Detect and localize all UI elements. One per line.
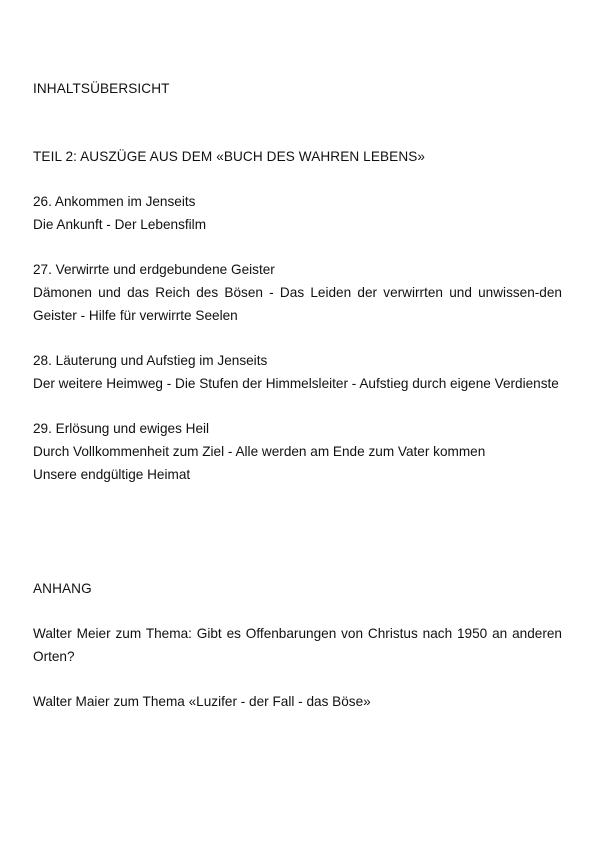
chapter-title: 26. Ankommen im Jenseits	[33, 194, 196, 209]
contents-heading: INHALTSÜBERSICHT	[33, 81, 170, 96]
chapter-entry	[33, 258, 562, 327]
part-heading: TEIL 2: AUSZÜGE AUS DEM «BUCH DES WAHREN LEBENS»	[33, 149, 426, 164]
appendix-item: Walter Meier zum Thema: Gibt es Offenbarungen von Christus nach 1950 an anderen Orten?	[33, 626, 562, 664]
spacer	[33, 395, 562, 417]
spacer	[33, 100, 562, 145]
spacer	[33, 236, 562, 258]
chapter-title: 27. Verwirrte und erdgebundene Geister	[33, 262, 275, 277]
chapter-description: Der weitere Heimweg - Die Stufen der Himmelsleiter - Aufstieg durch eigene Verdienste	[33, 376, 559, 391]
chapter-title: 29. Erlösung und ewiges Heil	[33, 421, 210, 436]
chapter-entry	[33, 417, 562, 486]
chapter-description-line: Durch Vollkommenheit zum Ziel - Alle werden am Ende zum Vater kommen	[33, 444, 486, 459]
spacer	[33, 600, 562, 622]
chapter-description-line: Unsere endgültige Heimat	[33, 467, 191, 482]
chapter-entry	[33, 349, 562, 395]
document-page	[33, 77, 562, 713]
appendix-heading: ANHANG	[33, 581, 92, 596]
chapter-title: 28. Läuterung und Aufstieg im Jenseits	[33, 353, 268, 368]
chapter-description: Dämonen und das Reich des Bösen - Das Leiden der verwirrten und unwissen-den Geister - Hilfe für verwirrte Seelen	[33, 285, 562, 323]
chapter-entry	[33, 190, 562, 236]
appendix-item: Walter Maier zum Thema «Luzifer - der Fall - das Böse»	[33, 694, 371, 709]
chapter-description: Die Ankunft - Der Lebensfilm	[33, 217, 207, 232]
spacer	[33, 486, 562, 577]
spacer	[33, 327, 562, 349]
spacer	[33, 168, 562, 190]
spacer	[33, 668, 562, 690]
